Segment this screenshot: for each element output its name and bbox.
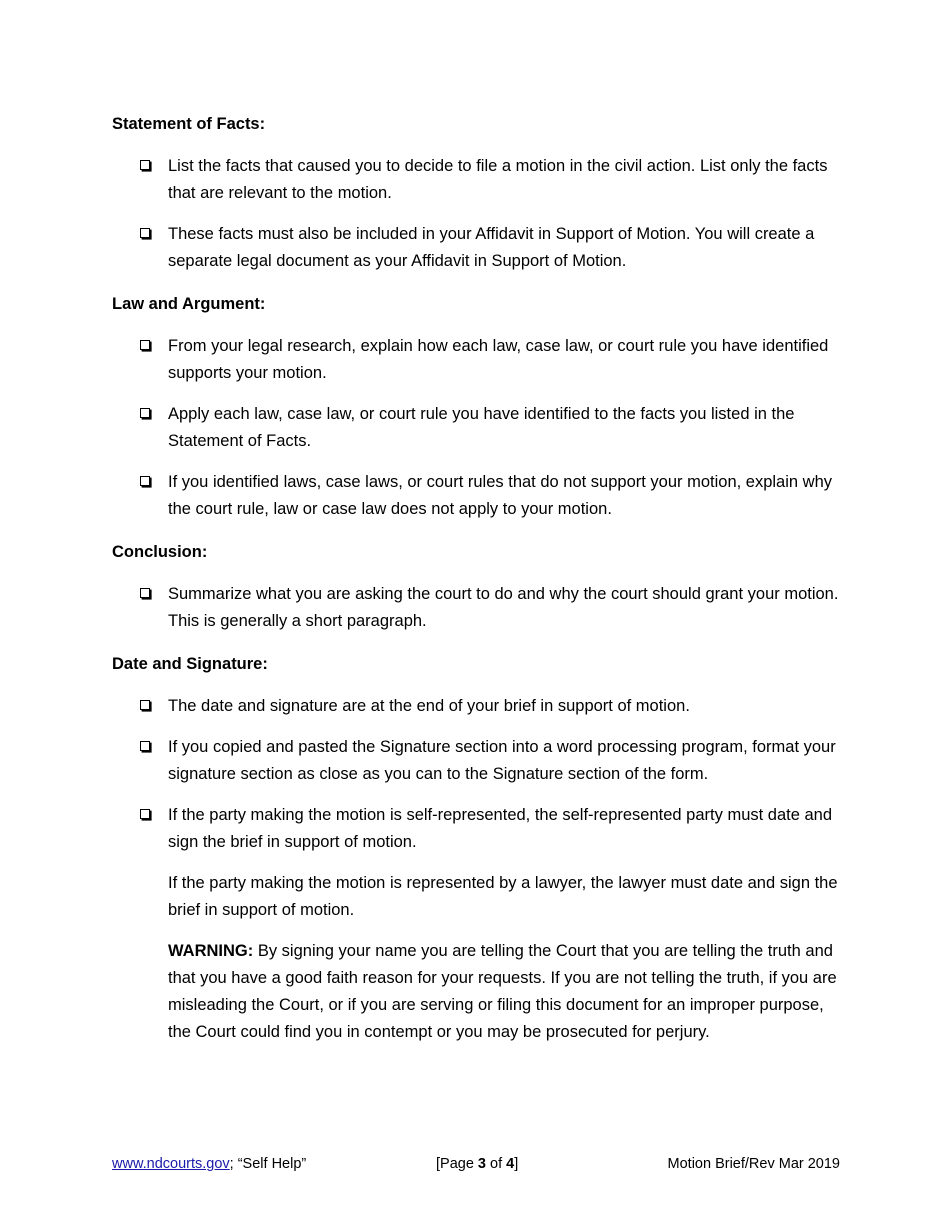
heading-conclusion: Conclusion: bbox=[112, 543, 208, 561]
checkbox-icon bbox=[140, 340, 150, 350]
page-suffix: ] bbox=[514, 1156, 519, 1172]
warning-text: By signing your name you are telling the Court that you are telling the truth and that you have a good faith reason for your requests. If you are not telling the truth, if you are misleading the Court, or if you are serving or filing this document for an improper purpose, the Court could find you in contempt or you may be prosecuted for perjury. bbox=[168, 942, 837, 1041]
list-item bbox=[112, 734, 842, 788]
lawyer-note: If the party making the motion is represented by a lawyer, the lawyer must date and sign the brief in support of motion. bbox=[168, 874, 838, 919]
checkbox-icon bbox=[140, 700, 150, 710]
list-item-text: If you identified laws, case laws, or court rules that do not support your motion, explain why the court rule, law or case law does not apply to your motion. bbox=[168, 473, 833, 518]
heading-date-and-signature: Date and Signature: bbox=[112, 655, 268, 673]
list-item bbox=[112, 469, 842, 523]
page-prefix: [Page bbox=[436, 1156, 478, 1172]
ndcourts-link[interactable]: www.ndcourts.gov bbox=[112, 1156, 230, 1172]
checkbox-icon bbox=[140, 741, 150, 751]
list-item bbox=[112, 221, 842, 275]
list-item-text: From your legal research, explain how each law, case law, or court rule you have identified supports your motion. bbox=[168, 337, 829, 382]
checkbox-icon bbox=[140, 809, 150, 819]
warning-paragraph bbox=[112, 938, 842, 1046]
list-item-text: If you copied and pasted the Signature section into a word processing program, format your signature section as close as you can to the Signature section of the form. bbox=[168, 738, 836, 783]
footer-link-suffix: ; “Self Help” bbox=[229, 1156, 307, 1172]
list-item bbox=[112, 401, 842, 455]
checkbox-icon bbox=[140, 588, 150, 598]
list-item-text: List the facts that caused you to decide to file a motion in the civil action. List only the facts that are relevant to the motion. bbox=[168, 157, 828, 202]
footer-left bbox=[112, 1154, 306, 1174]
checklist-law bbox=[112, 333, 842, 523]
warning-label: WARNING: bbox=[168, 942, 254, 960]
document-body bbox=[112, 113, 842, 1046]
list-item-text: Apply each law, case law, or court rule you have identified to the facts you listed in the Statement of Facts. bbox=[168, 405, 795, 450]
list-item bbox=[112, 802, 842, 856]
checklist-conclusion bbox=[112, 581, 842, 635]
list-item bbox=[112, 333, 842, 387]
heading-statement-of-facts: Statement of Facts: bbox=[112, 115, 266, 133]
page-of: of bbox=[486, 1156, 507, 1172]
form-id: Motion Brief/Rev Mar 2019 bbox=[667, 1156, 840, 1172]
page-footer bbox=[112, 1154, 840, 1174]
list-item bbox=[112, 153, 842, 207]
list-item bbox=[112, 581, 842, 635]
heading-law-and-argument: Law and Argument: bbox=[112, 295, 266, 313]
checkbox-icon bbox=[140, 160, 150, 170]
checkbox-icon bbox=[140, 476, 150, 486]
checklist-signature bbox=[112, 693, 842, 856]
page-total: 4 bbox=[506, 1156, 515, 1172]
list-item-text: The date and signature are at the end of your brief in support of motion. bbox=[168, 697, 690, 715]
list-item bbox=[112, 693, 842, 720]
page-number: 3 bbox=[477, 1156, 486, 1172]
list-item-text: These facts must also be included in your Affidavit in Support of Motion. You will create a separate legal document as your Affidavit in Support of Motion. bbox=[168, 225, 815, 270]
page-indicator bbox=[436, 1154, 518, 1174]
checkbox-icon bbox=[140, 408, 150, 418]
checklist-facts bbox=[112, 153, 842, 275]
list-item-text: If the party making the motion is self-represented, the self-represented party must date and sign the brief in support of motion. bbox=[168, 806, 833, 851]
list-item-text: Summarize what you are asking the court to do and why the court should grant your motion. This is generally a short paragraph. bbox=[168, 585, 839, 630]
checkbox-icon bbox=[140, 228, 150, 238]
